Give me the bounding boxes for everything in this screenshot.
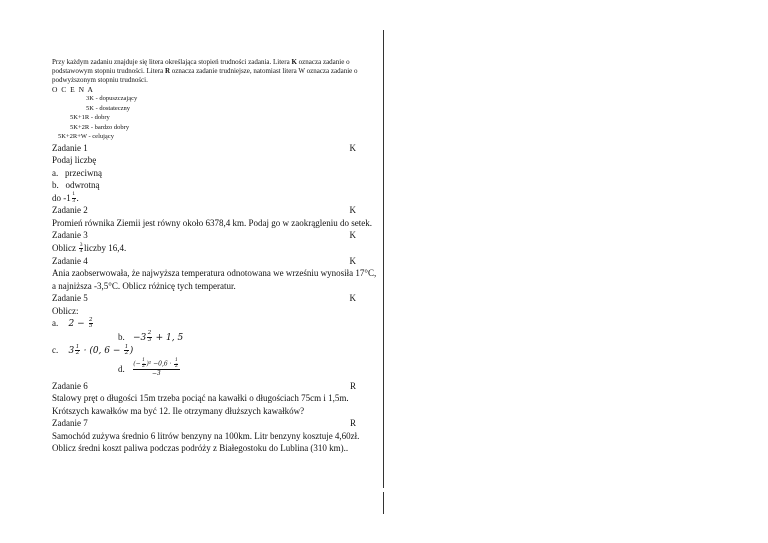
fraction-numerator: 2: [147, 330, 152, 337]
task-5-item-b: [52, 331, 382, 345]
item-label: c.: [52, 345, 59, 356]
fraction-numerator: 1: [142, 358, 145, 364]
fraction-denominator: 2: [142, 363, 145, 369]
task-4-text: Ania zaobserwowała, że najwyższa temperatura odnotowana we wrześniu wynosiła 17°C, a najniższa -3,5°C. Oblicz różnicę tych temperatur.: [52, 268, 377, 291]
item-label: d.: [118, 363, 125, 374]
grade-item: 5K+2R - bardzo dobry: [70, 123, 130, 131]
intro-letter-r: R: [164, 67, 171, 75]
fraction-numerator: 1: [124, 343, 129, 350]
grade-item: 5K+1R - dobry: [70, 114, 110, 121]
intro-text-2: oznacza zadanie o podstawowym stopniu trudności. Litera: [52, 58, 350, 75]
intro-text-1: Przy każdym zadaniu znajduje się litera określająca stopień trudności zadania. Litera: [52, 58, 292, 66]
grade-item: 5K+2R+W - celujący: [58, 133, 114, 140]
fraction-denominator: 4: [79, 248, 83, 255]
fraction-numerator: 1: [75, 343, 80, 350]
task-5-header: [52, 292, 382, 305]
fraction-denominator: 3: [72, 197, 75, 204]
task-3-header: [52, 229, 382, 242]
fraction-denominator: 2: [174, 363, 178, 369]
task-1-option-a: a. przeciwną: [52, 167, 102, 178]
task-4-title: Zadanie 4: [52, 255, 88, 266]
page-edge-line-top: [383, 30, 384, 58]
task-3-suffix: liczby 16,4.: [84, 242, 127, 253]
task-5-title: Zadanie 5: [52, 293, 88, 304]
expression: )² −0,6 ·: [146, 360, 174, 368]
fraction-numerator: 2: [89, 316, 93, 323]
compound-fraction: [133, 359, 180, 378]
task-2-text: Promień równika Ziemii jest równy około 6378,4 km. Podaj go w zaokrągleniu do setek.: [52, 217, 372, 228]
task-1-number-suffix: .: [76, 192, 79, 203]
expression: −3: [133, 332, 147, 343]
task-2-title: Zadanie 2: [52, 205, 88, 216]
task-1-option-b: b. odwrotną: [52, 180, 100, 190]
task-3-prefix: Oblicz: [52, 242, 79, 253]
task-4-header: [52, 255, 382, 268]
task-3-title: Zadanie 3: [52, 230, 88, 241]
fraction-denominator: 5: [89, 323, 93, 330]
fraction: [174, 359, 178, 369]
item-label: a.: [52, 318, 59, 329]
fraction: [147, 331, 152, 343]
expression: + 1, 5: [152, 332, 184, 343]
expression: · (0, 6 −: [80, 346, 124, 357]
fraction-denominator: 2: [75, 350, 80, 357]
document-page: [52, 58, 382, 455]
task-3-level: K: [349, 230, 356, 241]
task-6-level: R: [349, 380, 356, 391]
task-1-prompt: Podaj liczbę: [52, 155, 97, 165]
fraction: [89, 318, 94, 330]
expression: ): [129, 346, 134, 357]
task-1-level: K: [349, 142, 356, 153]
task-3-fraction: [79, 243, 83, 255]
grade-item: 3K - dopuszczający: [86, 95, 138, 102]
task-2-header: [52, 204, 382, 217]
task-6-title: Zadanie 6: [52, 380, 88, 391]
task-6-header: [52, 380, 382, 393]
fraction-denominator: 2: [124, 350, 129, 357]
expression: 2 −: [68, 319, 88, 330]
fraction: [142, 359, 146, 369]
task-5-item-a: [52, 317, 382, 331]
task-6-text: Stalowy pręt o długości 15m trzeba pociąć na kawałki o długościach 75cm i 1,5m. Krótszych kawałków ma być 12. Ile otrzymany dłuższych kawałków?: [52, 393, 349, 416]
task-1-header: [52, 142, 382, 155]
fraction-numerator: 1: [174, 358, 178, 364]
task-7-text: Samochód zużywa średnio 6 litrów benzyny na 100km. Litr benzyny kosztuje 4,60zł. Oblicz średni koszt paliwa podczas podróży z Białegostoku do Lublina (310 km)..: [52, 430, 360, 454]
page-edge-line-bottom: [383, 492, 384, 514]
fraction-denominator: 3: [147, 336, 152, 343]
task-7-level: R: [349, 418, 356, 429]
task-7-title: Zadanie 7: [52, 418, 88, 429]
fraction-numerator: 3: [79, 241, 83, 248]
task-1-number-prefix: do -1: [52, 192, 71, 203]
expression: 3: [68, 346, 75, 357]
intro-letter-k: K: [291, 58, 297, 66]
compound-numerator: [133, 359, 180, 370]
item-label: b.: [118, 331, 125, 342]
grade-item: 5K - dostateczny: [86, 104, 131, 112]
intro-paragraph: [52, 58, 382, 85]
expression: (−: [133, 360, 141, 368]
task-1-number: [52, 192, 382, 205]
task-1-fraction: [72, 192, 76, 204]
compound-denominator: −3: [151, 370, 161, 378]
task-5-item-d: [52, 358, 382, 380]
task-4-level: K: [349, 255, 356, 266]
task-3-text: [52, 242, 382, 255]
ocena-title: O C E N A: [52, 85, 94, 94]
fraction: [124, 345, 129, 357]
task-2-level: K: [349, 205, 356, 216]
task-5-item-c: [52, 344, 382, 358]
fraction: [75, 345, 80, 357]
fraction-numerator: 1: [72, 191, 75, 198]
task-5-level: K: [349, 293, 356, 304]
intro-text-3: oznacza zadanie trudniejsze, natomiast litera W oznacza zadanie o podwyższonym stopniu trudności.: [52, 67, 358, 84]
task-5-prompt: Oblicz:: [52, 305, 79, 316]
page-edge-line: [383, 58, 384, 488]
task-7-header: [52, 417, 382, 430]
task-1-title: Zadanie 1: [52, 142, 88, 153]
